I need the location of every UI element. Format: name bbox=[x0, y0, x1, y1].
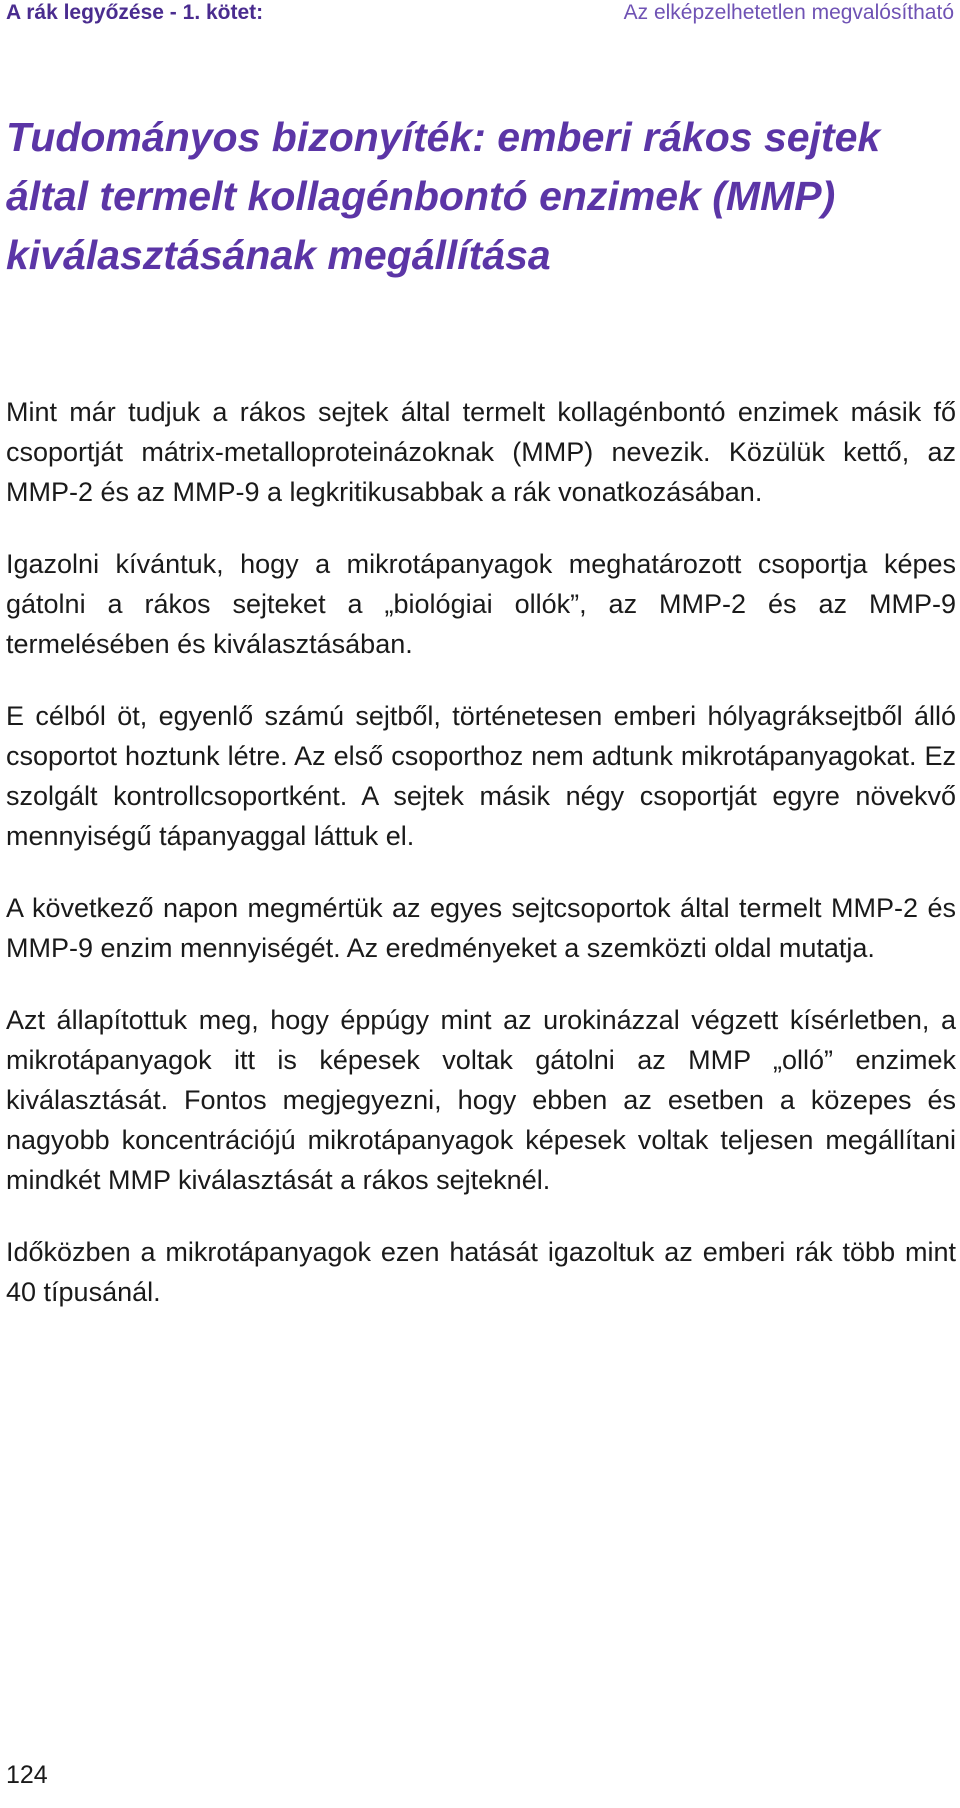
paragraph-intro: Mint már tudjuk a rákos sejtek által termelt kollagénbontó enzimek másik fő csoportját mátrix-metalloproteinázoknak (MMP) nevezik. Közülük kettő, az MMP-2 és az MMP-9 a legkritikusabbak a rák vonatkozásában. bbox=[6, 397, 956, 507]
paragraph-goal: Igazolni kívántuk, hogy a mikrotápanyagok meghatározott csoportja képes gátolni a rákos sejteket a „biológiai ollók”, az MMP-2 és az MMP-9 termelésében és kiválasztásában. bbox=[6, 549, 956, 659]
article-body bbox=[6, 392, 956, 1344]
paragraph-conclusion: Időközben a mikrotápanyagok ezen hatását igazoltuk az emberi rák több mint 40 típusánál. bbox=[6, 1237, 956, 1307]
book-title: A rák legyőzése - 1. kötet: bbox=[6, 1, 264, 24]
paragraph-method: E célból öt, egyenlő számú sejtből, történetesen emberi hólyagráksejtből álló csoportot hoztunk létre. Az első csoporthoz nem adtunk mikrotápanyagokat. Ez szolgált kontrollcsoportként. A sejtek másik négy csoportját egyre növekvő mennyiségű tápanyaggal láttuk el. bbox=[6, 701, 956, 851]
section-title: Az elképzelhetetlen megvalósítható bbox=[623, 1, 954, 24]
paragraph-measurement: A következő napon megmértük az egyes sejtcsoportok által termelt MMP-2 és MMP-9 enzim mennyiségét. Az eredményeket a szemközti oldal mutatja. bbox=[6, 893, 956, 963]
page-number: 124 bbox=[6, 1761, 48, 1789]
paragraph-result: Azt állapítottuk meg, hogy éppúgy mint az urokinázzal végzett kísérletben, a mikrotápanyagok itt is képesek voltak gátolni az MMP „olló” enzimek kiválasztását. Fontos megjegyezni, hogy ebben az esetben a közepes és nagyobb koncentrációjú mikrotápanyagok képesek voltak teljesen megállítani mindkét MMP kiválasztását a rákos sejteknél. bbox=[6, 1005, 956, 1195]
running-header bbox=[6, 0, 954, 30]
chapter-title: Tudományos bizonyíték: emberi rákos sejtek által termelt kollagénbontó enzimek (MMP) kiválasztásának megállítása bbox=[6, 114, 881, 278]
